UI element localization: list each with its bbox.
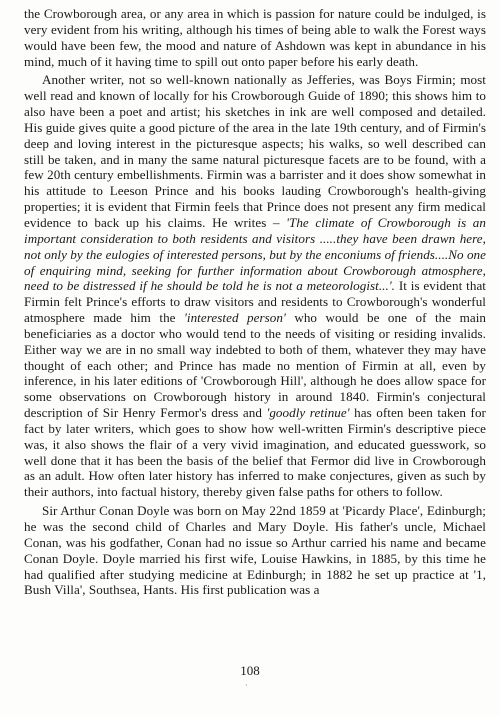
text-run: Another writer, not so well-known nationally as Jefferies, was Boys Firmin; most well read and known of locally for his Crowborough Guide of 1890; this shows him to also have been a poet and artist; his sketches in ink are well composed and detailed. His guide gives quite a good picture of the area in the late 19th century, and of Firmin's deep and loving interest in the picturesque aspects; his walks, so well described can still be taken, and in many the same natural picturesque facets are to be found, with a few 20th century embellishments. Firmin was a barrister and it does show somewhat in his attitude to Leeson Prince and his books lauding Crowborough's health-giving properties; it is evident that Firmin feels that Prince does not present any firm medical evidence to back up his claims. He writes – bbox=[24, 72, 486, 230]
text-run: It is evident that Firmin felt Prince's efforts to draw visitors and residents to Crowborough's wonderful atmosphere made him the bbox=[24, 278, 486, 326]
text-run: has often been taken for fact by later writers, which goes to show how well-written Firmin's descriptive piece was, it also shows the flair of a very vivid imagination, and educated guesswork, so well done that it has been the basis of the belief that Fermor did live in Crowborough as an adult. How often later history has inferred to make conjectures, given as such by their authors, into factual history, thereby given false paths for others to follow. bbox=[24, 405, 486, 500]
text-run: the Crowborough area, or any area in which is passion for nature could be indulged, is very evident from his writing, although his times of being able to walk the Forest ways would have been few, the mood and nature of Ashdown was kept in abundance in his mind, much of it having time to spill out onto paper before his early death. bbox=[24, 6, 486, 69]
italic-quote: 'The climate of Crowborough is an important consideration to both residents and visitors .....they have been drawn here, not only by the eulogies of interested persons, but by the enconiums of friends....No one of enquiring mind, seeking for further information about Crowborough atmosphere, need to be distressed if he should be told he is not a meteorologist...'. bbox=[24, 214, 486, 294]
page-mark: · bbox=[245, 681, 248, 690]
paragraph bbox=[24, 503, 486, 598]
paragraph bbox=[24, 72, 486, 500]
page-number: 108 bbox=[240, 663, 260, 678]
text-run: who would be one of the main beneficiaries as a doctor who would tend to the needs of visiting or residing invalids. Either way we are in no small way indebted to both of them, whatever they may have thought of each other; and Prince has made no mention of Firmin at all, even by inference, in his later editions of 'Crowborough Hill', although he does allow space for some observations on Crowborough history in around 1840. Firmin's conjectural description of Sir Henry Fermor's dress and bbox=[24, 310, 486, 421]
page-body-text bbox=[24, 6, 486, 601]
italic-quote: 'interested person' bbox=[184, 310, 286, 326]
paragraph bbox=[24, 6, 486, 69]
text-run: Sir Arthur Conan Doyle was born on May 22nd 1859 at 'Picardy Place', Edinburgh; he was the second child of Charles and Mary Doyle. His father's uncle, Michael Conan, was his godfather, Conan had no issue so Arthur carried his name and became Conan Doyle. Doyle married his first wife, Louise Hawkins, in 1885, by this time he had qualified after studying medicine at Edinburgh; in 1882 he set up practice at '1, Bush Villa', Southsea, Hants. His first publication was a bbox=[24, 503, 486, 598]
italic-quote: 'goodly retinue' bbox=[266, 405, 350, 421]
